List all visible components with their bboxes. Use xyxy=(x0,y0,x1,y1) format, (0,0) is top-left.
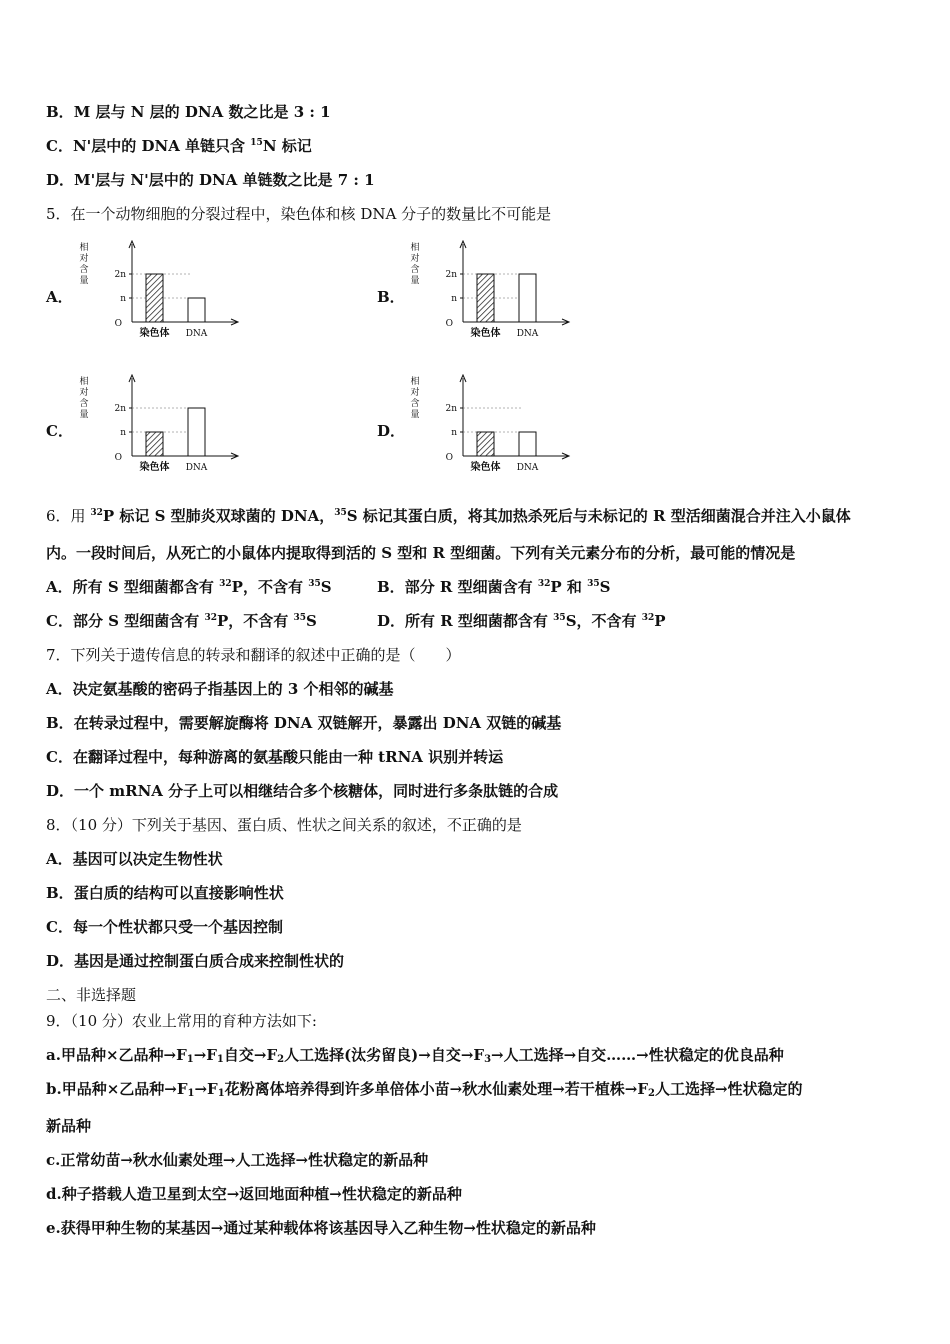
y-axis-label: 相 xyxy=(79,377,89,387)
y-axis-label: 含 xyxy=(79,399,89,409)
q6-stem-line2: 内。一段时间后，从死亡的小鼠体内提取得到活的 S 型和 R 型细菌。下列有关元素分布的分析，最可能的情况是 xyxy=(46,544,796,562)
y-axis-label: 量 xyxy=(410,410,420,420)
option-label: D． xyxy=(46,782,75,800)
y-axis-label: 相 xyxy=(410,377,420,387)
option-label: D． xyxy=(46,171,75,189)
bar-chart xyxy=(72,240,272,340)
category-label-dna: DNA xyxy=(185,463,208,473)
option-text: 基因是通过控制蛋白质合成来控制性状的 xyxy=(74,952,345,970)
option-text: 在转录过程中，需要解旋酶将 DNA 双链解开，暴露出 DNA 双链的碱基 xyxy=(73,714,562,732)
q7-option-a xyxy=(46,679,394,699)
text: S，不含有 xyxy=(565,612,642,630)
option-label: A． xyxy=(46,680,73,698)
section-heading: 二、非选择题 xyxy=(46,986,137,1004)
text: 人工选择(汰劣留良)→自交→F xyxy=(284,1046,485,1064)
tick-label-n: n xyxy=(451,294,457,304)
superscript: 32 xyxy=(90,508,103,518)
q9-stem: 9．（10 分）农业上常用的育种方法如下: xyxy=(46,1012,317,1030)
origin-label: O xyxy=(114,319,122,329)
y-axis-label: 对 xyxy=(410,388,420,398)
subscript: 1 xyxy=(217,1088,225,1099)
q6-option-c xyxy=(46,611,317,631)
option-label: C． xyxy=(46,612,73,630)
option-text: 基因可以决定生物性状 xyxy=(72,850,223,868)
y-axis-label: 含 xyxy=(410,265,420,275)
chart-option-c xyxy=(46,374,366,484)
text: →人工选择→自交……→性状稳定的优良品种 xyxy=(491,1046,784,1064)
superscript: 32 xyxy=(641,613,655,623)
y-axis-label: 对 xyxy=(79,388,89,398)
bar-dna xyxy=(188,298,205,322)
q9-method-b xyxy=(46,1079,803,1099)
bar-dna xyxy=(519,432,536,456)
option-label: B． xyxy=(46,714,74,732)
q6-option-a xyxy=(46,577,332,597)
text: a.甲品种×乙品种→F xyxy=(46,1046,187,1064)
tick-label-n: n xyxy=(451,428,457,438)
y-axis-label: 含 xyxy=(410,399,420,409)
q8-option-d xyxy=(46,951,344,971)
option-label: B． xyxy=(46,103,74,121)
q6-option-b xyxy=(377,577,610,597)
option-text: N 标记 xyxy=(262,137,312,155)
tick-label-2n: 2n xyxy=(445,404,457,414)
option-text: 每一个性状都只受一个基因控制 xyxy=(72,918,283,936)
q4-option-d xyxy=(46,170,375,190)
text: P xyxy=(654,612,666,630)
text: 自交→F xyxy=(223,1046,278,1064)
bar-chromosome xyxy=(146,432,163,456)
q8-stem: 8．（10 分）下列关于基因、蛋白质、性状之间关系的叙述，不正确的是 xyxy=(46,816,522,834)
q4-option-c xyxy=(46,136,312,156)
superscript: 32 xyxy=(219,579,232,589)
option-label: D． xyxy=(377,612,406,630)
q8-option-c xyxy=(46,917,283,937)
y-axis-label: 相 xyxy=(79,243,89,253)
q9-method-a xyxy=(46,1045,784,1065)
y-axis-label: 对 xyxy=(79,254,89,264)
tick-label-n: n xyxy=(120,294,126,304)
bar-dna xyxy=(519,274,536,322)
text: S 标记其蛋白质，将其加热杀死后与未标记的 R 型活细菌混合并注入小鼠体 xyxy=(346,507,851,525)
option-label: B． xyxy=(377,578,405,596)
y-axis-label: 量 xyxy=(79,276,89,286)
q9-method-d: d.种子搭载人造卫星到太空→返回地面种植→性状稳定的新品种 xyxy=(46,1185,462,1203)
superscript: 35 xyxy=(293,613,307,623)
y-axis-label: 量 xyxy=(79,410,89,420)
q8-option-b xyxy=(46,883,284,903)
subscript: 3 xyxy=(484,1054,492,1065)
y-axis-label: 含 xyxy=(79,265,89,275)
option-text: 在翻译过程中，每种游离的氨基酸只能由一种 tRNA 识别并转运 xyxy=(72,748,504,766)
q6-option-d xyxy=(377,611,666,631)
text: 6．用 xyxy=(46,507,91,525)
q7-option-d xyxy=(46,781,558,801)
origin-label: O xyxy=(114,453,122,463)
y-axis-label: 量 xyxy=(410,276,420,286)
chart-option-a xyxy=(46,240,366,350)
text: P，不含有 xyxy=(231,578,309,596)
text: 所有 R 型细菌都含有 xyxy=(405,612,554,630)
y-axis-label: 相 xyxy=(410,243,420,253)
tick-label-n: n xyxy=(120,428,126,438)
option-label: B． xyxy=(46,884,74,902)
bar-chart xyxy=(403,240,603,340)
bar-dna xyxy=(188,408,205,456)
text: S xyxy=(306,612,317,630)
superscript: 32 xyxy=(537,579,551,589)
bar-chromosome xyxy=(477,274,494,322)
option-label: C． xyxy=(46,137,73,155)
category-label-chromosome: 染色体 xyxy=(470,462,501,473)
category-label-chromosome: 染色体 xyxy=(470,328,501,339)
subscript: 2 xyxy=(648,1088,655,1099)
q6-stem-line1 xyxy=(46,506,851,526)
category-label-dna: DNA xyxy=(185,329,208,339)
option-text: N'层中的 DNA 单链只含 xyxy=(72,137,251,155)
origin-label: O xyxy=(445,453,453,463)
bar-chart xyxy=(403,374,603,474)
category-label-chromosome: 染色体 xyxy=(139,462,170,473)
option-text: 蛋白质的结构可以直接影响性状 xyxy=(73,884,284,902)
option-label: C． xyxy=(46,422,73,440)
superscript: 35 xyxy=(308,579,321,589)
option-label: D． xyxy=(46,952,75,970)
text: →F xyxy=(193,1046,217,1064)
text: P 和 xyxy=(550,578,588,596)
subscript: 1 xyxy=(216,1054,224,1065)
option-label: D． xyxy=(377,422,406,440)
superscript: 35 xyxy=(587,579,600,589)
category-label-dna: DNA xyxy=(516,329,539,339)
q4-option-b xyxy=(46,102,331,122)
text: 部分 R 型细菌含有 xyxy=(404,578,538,596)
q5-stem: 5．在一个动物细胞的分裂过程中，染色体和核 DNA 分子的数量比不可能是 xyxy=(46,205,552,223)
tick-label-2n: 2n xyxy=(114,404,126,414)
category-label-dna: DNA xyxy=(516,463,539,473)
q9-method-b-cont: 新品种 xyxy=(46,1117,92,1135)
option-label: C． xyxy=(46,748,73,766)
subscript: 1 xyxy=(186,1054,194,1065)
option-text: 决定氨基酸的密码子指基因上的 3 个相邻的碱基 xyxy=(72,680,394,698)
superscript: 15 xyxy=(250,138,263,148)
option-label: A． xyxy=(46,288,73,306)
category-label-chromosome: 染色体 xyxy=(139,328,170,339)
text: P 标记 S 型肺炎双球菌的 DNA， xyxy=(102,507,335,525)
option-text: 一个 mRNA 分子上可以相继结合多个核糖体，同时进行多条肽链的合成 xyxy=(74,782,559,800)
text: 所有 S 型细菌都含有 xyxy=(72,578,220,596)
y-axis-label: 对 xyxy=(410,254,420,264)
q7-option-c xyxy=(46,747,503,767)
bar-chart xyxy=(72,374,272,474)
text: →F xyxy=(194,1080,218,1098)
option-label: A． xyxy=(46,578,73,596)
q9-method-e: e.获得甲种生物的某基因→通过某种载体将该基因导入乙种生物→性状稳定的新品种 xyxy=(46,1219,596,1237)
option-text: M 层与 N 层的 DNA 数之比是 3 : 1 xyxy=(73,103,331,121)
text: b.甲品种×乙品种→F xyxy=(46,1080,188,1098)
q7-option-b xyxy=(46,713,561,733)
text: 人工选择→性状稳定的 xyxy=(654,1080,803,1098)
chart-option-d xyxy=(377,374,697,484)
option-label: A． xyxy=(46,850,73,868)
subscript: 2 xyxy=(277,1054,285,1065)
option-label: B． xyxy=(377,288,405,306)
q7-stem: 7．下列关于遗传信息的转录和翻译的叙述中正确的是（ ） xyxy=(46,646,461,664)
bar-chromosome xyxy=(477,432,494,456)
option-text: M'层与 N'层中的 DNA 单链数之比是 7 : 1 xyxy=(74,171,375,189)
q9-method-c: c.正常幼苗→秋水仙素处理→人工选择→性状稳定的新品种 xyxy=(46,1151,429,1169)
superscript: 35 xyxy=(334,508,347,518)
text: S xyxy=(320,578,332,596)
text: P，不含有 xyxy=(216,612,294,630)
q8-option-a xyxy=(46,849,223,869)
tick-label-2n: 2n xyxy=(445,270,457,280)
chart-option-b xyxy=(377,240,697,350)
subscript: 1 xyxy=(187,1088,195,1099)
text: 花粉离体培养得到许多单倍体小苗→秋水仙素处理→若干植株→F xyxy=(224,1080,649,1098)
superscript: 35 xyxy=(553,613,566,623)
bar-chromosome xyxy=(146,274,163,322)
tick-label-2n: 2n xyxy=(114,270,126,280)
superscript: 32 xyxy=(204,613,217,623)
option-label: C． xyxy=(46,918,73,936)
text: 部分 S 型细菌含有 xyxy=(72,612,205,630)
text: S xyxy=(599,578,611,596)
origin-label: O xyxy=(445,319,453,329)
